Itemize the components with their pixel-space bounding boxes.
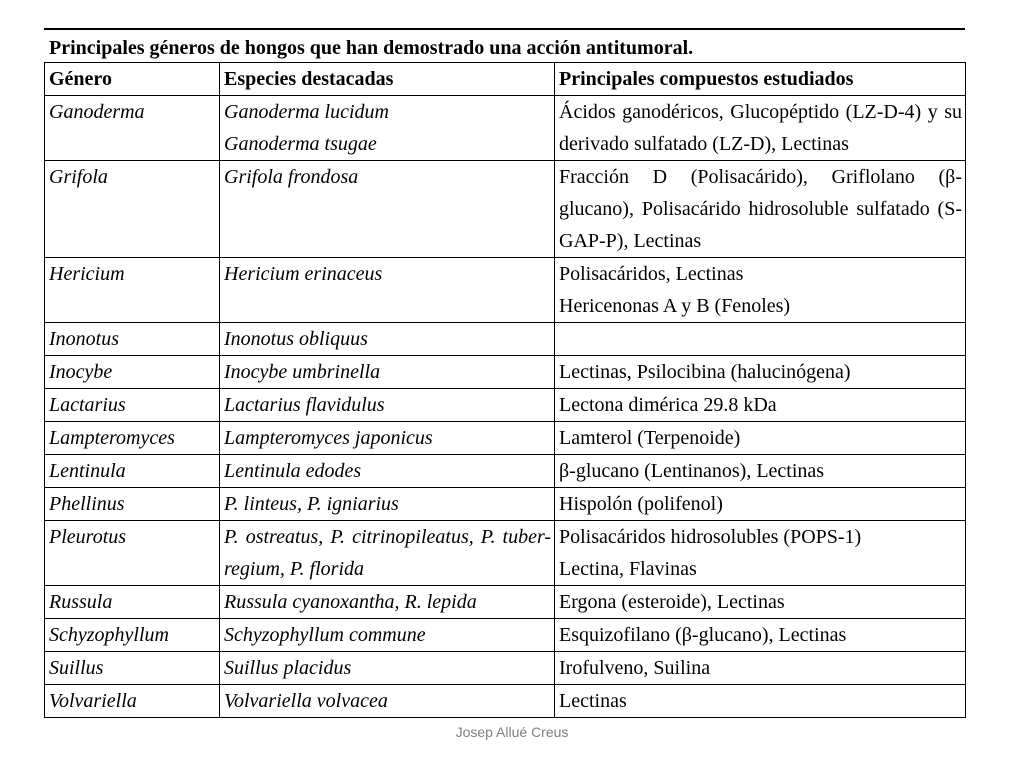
table-row	[45, 422, 966, 455]
header-compounds: Principales compuestos estudiados	[555, 63, 966, 96]
table-row	[45, 652, 966, 685]
genus-cell: Inonotus	[45, 323, 220, 356]
species-name: P. linteus, P. igniarius	[224, 493, 399, 515]
species-name: Lentinula edodes	[224, 460, 362, 482]
table-row	[45, 685, 966, 718]
top-rule	[44, 28, 965, 30]
genus-cell: Lactarius	[45, 389, 220, 422]
genus-cell: Schyzophyllum	[45, 619, 220, 652]
table-row	[45, 586, 966, 619]
species-name: Inonotus obliquus	[224, 328, 368, 350]
genus-cell: Grifola	[45, 161, 220, 258]
species-cell	[220, 161, 555, 258]
species-name: Ganoderma lucidum	[224, 101, 389, 123]
species-cell	[220, 619, 555, 652]
compounds-cell: Fracción D (Polisacárido), Griflolano (β-glucano), Polisacárido hidrosoluble sulfatado (S-GAP-P), Lectinas	[555, 161, 966, 258]
species-name: Lampteromyces japonicus	[224, 427, 433, 449]
species-cell	[220, 96, 555, 161]
species-cell	[220, 586, 555, 619]
species-cell	[220, 389, 555, 422]
genus-cell: Ganoderma	[45, 96, 220, 161]
species-cell	[220, 356, 555, 389]
genus-cell: Phellinus	[45, 488, 220, 521]
table-row	[45, 619, 966, 652]
footer-author: Josep Allué Creus	[455, 724, 569, 740]
table-row	[45, 356, 966, 389]
species-name: Grifola frondosa	[224, 166, 359, 188]
compounds-cell: Irofulveno, Suilina	[555, 652, 966, 685]
compounds-cell: Hispolón (polifenol)	[555, 488, 966, 521]
table-row	[45, 455, 966, 488]
compounds-cell: Ergona (esteroide), Lectinas	[555, 586, 966, 619]
compounds-cell: Lectinas, Psilocibina (halucinógena)	[555, 356, 966, 389]
genus-cell: Pleurotus	[45, 521, 220, 586]
species-cell	[220, 652, 555, 685]
compounds-cell: Lamterol (Terpenoide)	[555, 422, 966, 455]
species-cell	[220, 455, 555, 488]
compounds-line: Polisacáridos, Lectinas	[559, 263, 744, 285]
table-row	[45, 521, 966, 586]
table-row	[45, 323, 966, 356]
species-cell	[220, 258, 555, 323]
species-name: Suillus placidus	[224, 657, 352, 679]
compounds-cell: β-glucano (Lentinanos), Lectinas	[555, 455, 966, 488]
compounds-cell: Lectona dimérica 29.8 kDa	[555, 389, 966, 422]
genus-cell: Lentinula	[45, 455, 220, 488]
table-row	[45, 161, 966, 258]
genus-cell: Inocybe	[45, 356, 220, 389]
species-name: Inocybe umbrinella	[224, 361, 381, 383]
compounds-line: Lectina, Flavinas	[559, 558, 697, 580]
header-species: Especies destacadas	[220, 63, 555, 96]
species-cell	[220, 685, 555, 718]
genus-cell: Russula	[45, 586, 220, 619]
table-row	[45, 96, 966, 161]
genus-cell: Lampteromyces	[45, 422, 220, 455]
compounds-cell: Esquizofilano (β-glucano), Lectinas	[555, 619, 966, 652]
species-cell	[220, 422, 555, 455]
species-name: Ganoderma tsugae	[224, 133, 377, 155]
genus-cell: Hericium	[45, 258, 220, 323]
compounds-cell: Lectinas	[555, 685, 966, 718]
compounds-cell	[555, 323, 966, 356]
compounds-cell: Ácidos ganodéricos, Glucopéptido (LZ-D-4) y su derivado sulfatado (LZ-D), Lectinas	[555, 96, 966, 161]
species-name: Lactarius flavidulus	[224, 394, 385, 416]
species-name: Russula cyanoxantha, R. lepida	[224, 591, 477, 613]
genus-cell: Volvariella	[45, 685, 220, 718]
table-row	[45, 258, 966, 323]
compounds-line: Hericenonas A y B (Fenoles)	[559, 295, 791, 317]
table-title: Principales géneros de hongos que han demostrado una acción antitumoral.	[49, 37, 694, 59]
species-name: Schyzophyllum commune	[224, 624, 426, 646]
table-row	[45, 389, 966, 422]
species-name: Volvariella volvacea	[224, 690, 388, 712]
compounds-line: Polisacáridos hidrosolubles (POPS-1)	[559, 526, 862, 548]
fungi-table	[44, 62, 966, 718]
table-row	[45, 488, 966, 521]
species-name: Hericium erinaceus	[224, 263, 383, 285]
compounds-cell	[555, 521, 966, 586]
header-genus: Género	[45, 63, 220, 96]
table-header-row	[45, 63, 966, 96]
species-cell	[220, 488, 555, 521]
species-cell: P. ostreatus, P. citrinopileatus, P. tuber-regium, P. florida	[220, 521, 555, 586]
genus-cell: Suillus	[45, 652, 220, 685]
compounds-cell	[555, 258, 966, 323]
species-cell	[220, 323, 555, 356]
